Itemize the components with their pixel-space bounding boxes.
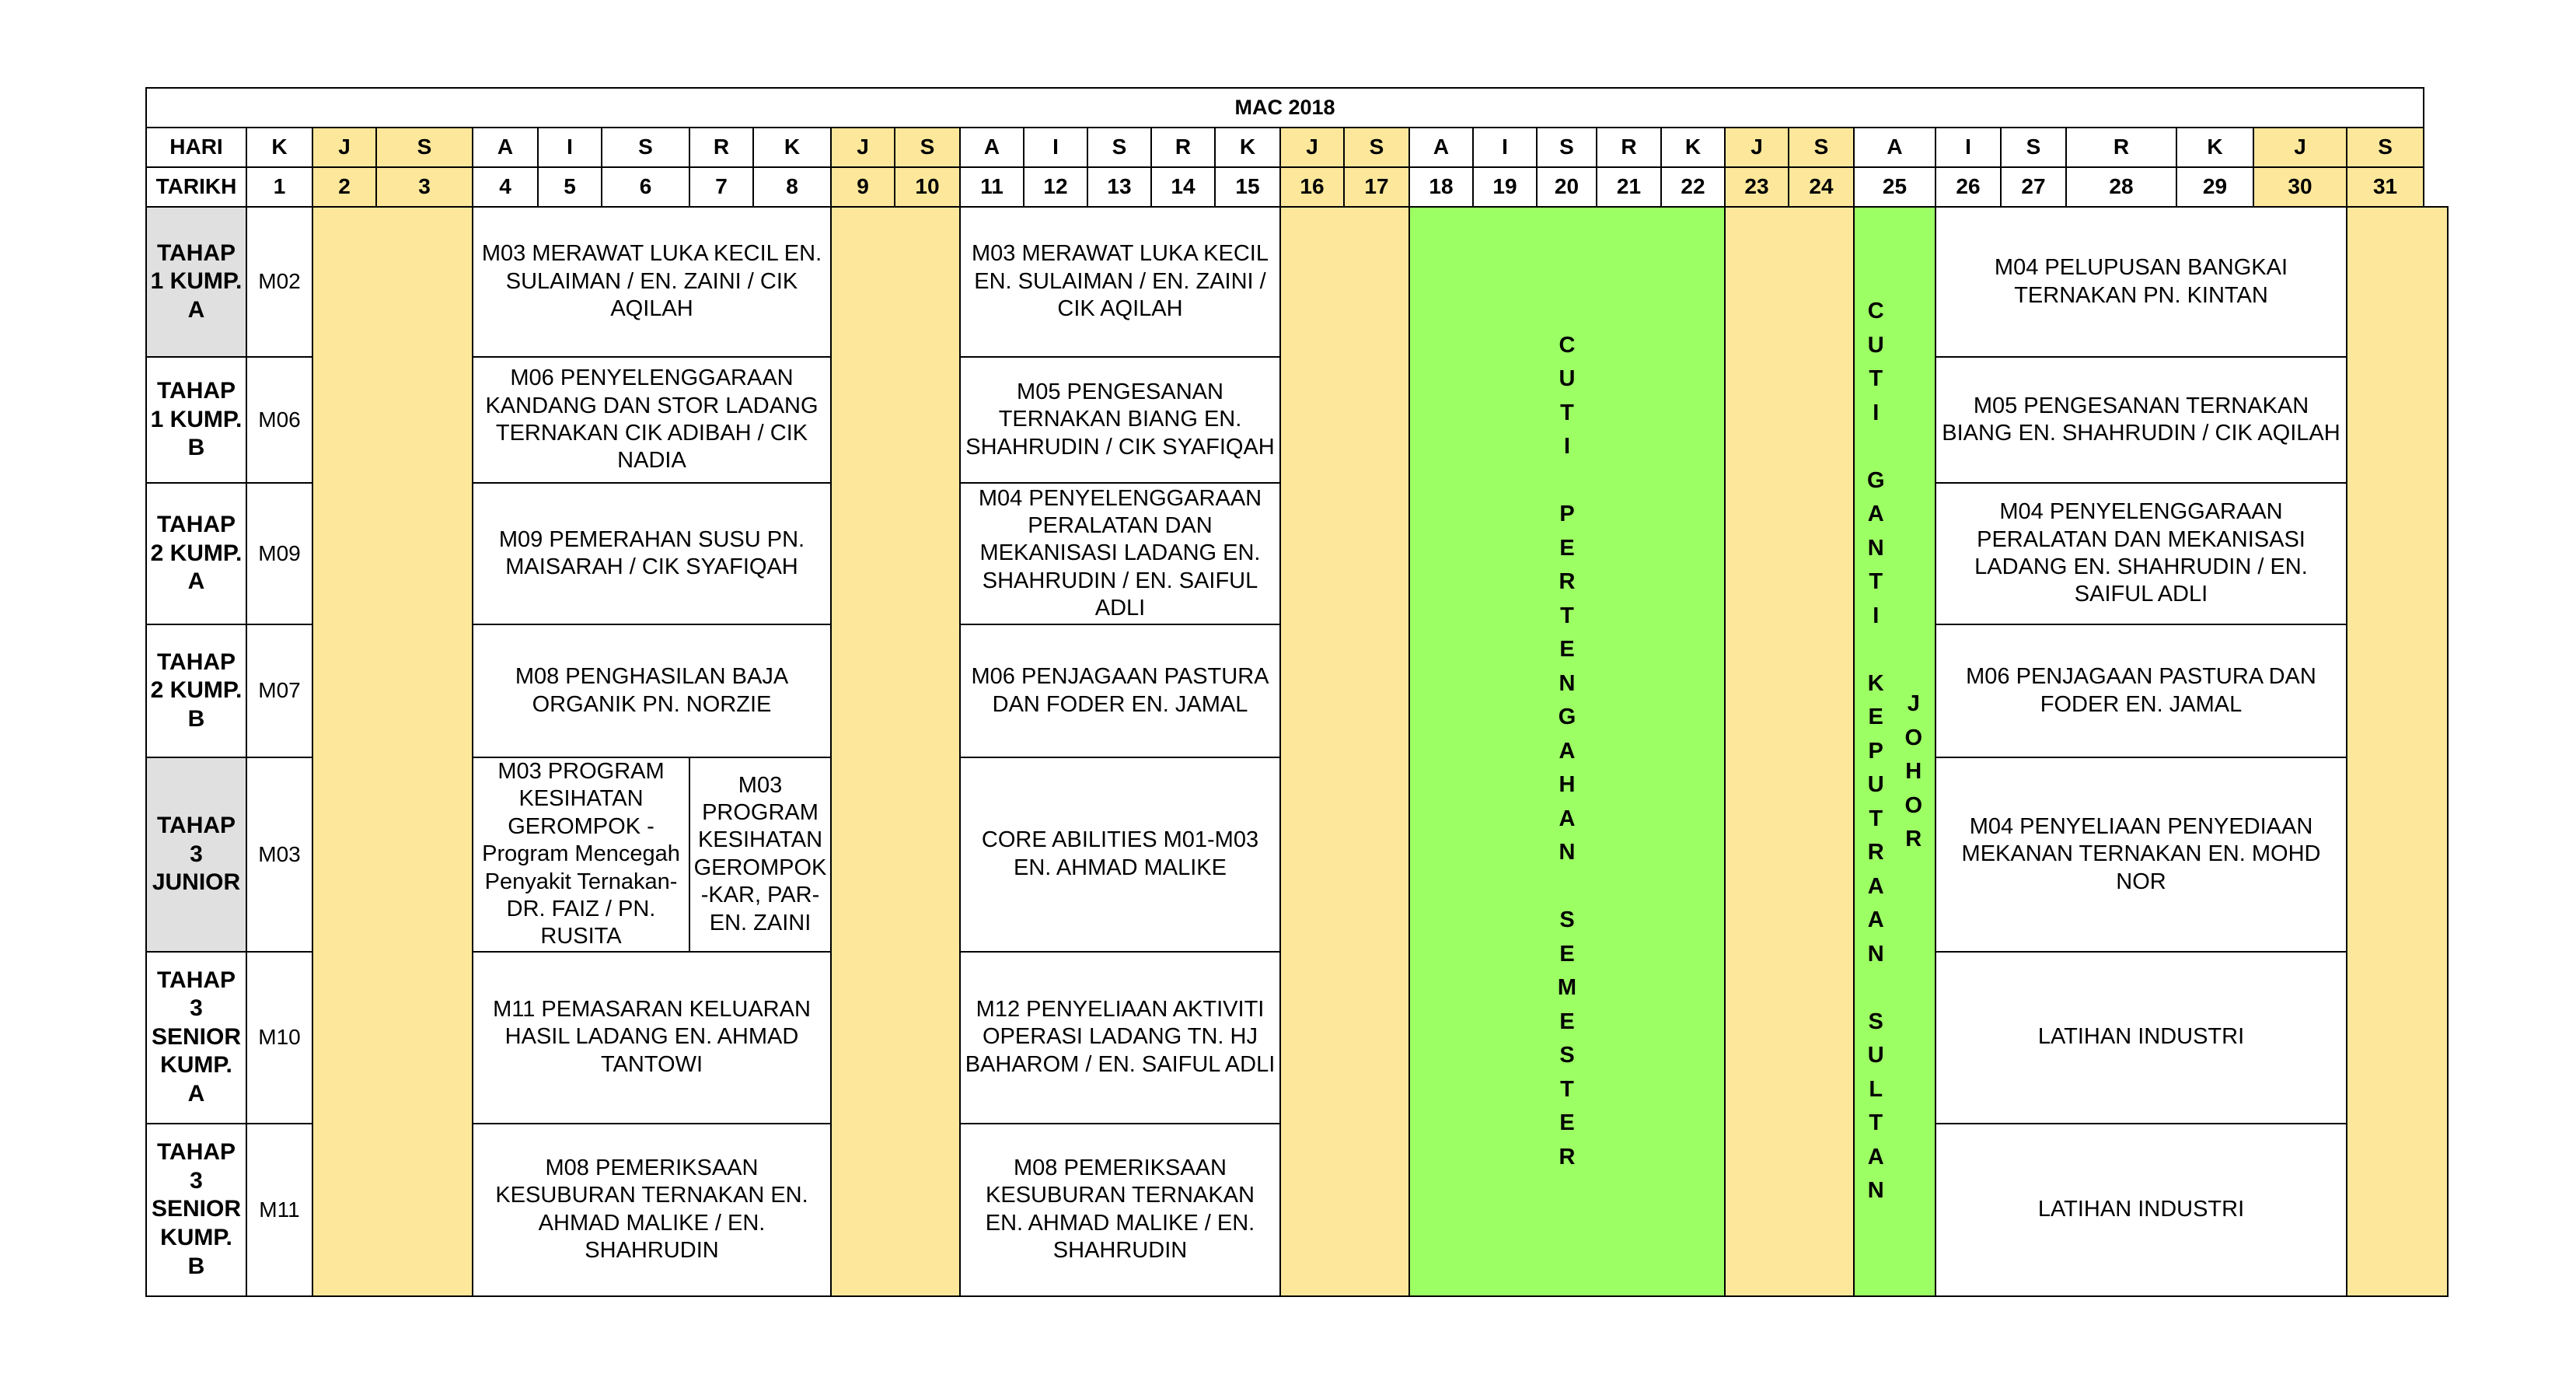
date-cell: 15: [1215, 167, 1280, 207]
date-cell: 16: [1280, 167, 1344, 207]
module-cell: M08 PEMERIKSAAN KESUBURAN TERNAKAN EN. AHMAD MALIKE / EN. SHAHRUDIN: [473, 1124, 831, 1296]
day-name-row: [146, 128, 2448, 167]
date-cell: 10: [895, 167, 960, 207]
date-cell: 26: [1935, 167, 2001, 207]
sultan-holiday-block: [1854, 207, 1935, 1296]
day-cell: K: [753, 128, 831, 167]
date-cell: 25: [1854, 167, 1935, 207]
semester-break-text: C U T I P E R T E N G A H A N S E M E S T E R: [1557, 332, 1577, 1169]
group-code: M09: [246, 483, 312, 624]
month-title: MAC 2018: [146, 88, 2424, 128]
day-cell: K: [1215, 128, 1280, 167]
weekend-block: [1725, 207, 1854, 1296]
day-cell: S: [895, 128, 960, 167]
module-cell: LATIHAN INDUSTRI: [1935, 952, 2347, 1124]
date-cell: 4: [473, 167, 538, 207]
semester-break-block: [1409, 207, 1725, 1296]
day-cell: A: [960, 128, 1024, 167]
module-cell: M03 MERAWAT LUKA KECIL EN. SULAIMAN / EN. ZAINI / CIK AQILAH: [473, 207, 831, 357]
date-cell: 30: [2253, 167, 2347, 207]
day-cell: S: [602, 128, 689, 167]
date-cell: 28: [2066, 167, 2176, 207]
date-cell: 17: [1344, 167, 1409, 207]
group-label: TAHAP 3 SENIOR KUMP. B: [146, 1124, 246, 1296]
day-cell: A: [1854, 128, 1935, 167]
date-cell: 11: [960, 167, 1024, 207]
module-cell: M03 MERAWAT LUKA KECIL EN. SULAIMAN / EN. ZAINI / CIK AQILAH: [960, 207, 1280, 357]
day-cell: S: [1789, 128, 1854, 167]
day-cell: K: [1661, 128, 1725, 167]
title-row: [146, 88, 2448, 128]
module-cell: LATIHAN INDUSTRI: [1935, 1124, 2347, 1296]
weekend-block: [831, 207, 960, 1296]
day-cell: J: [831, 128, 895, 167]
date-cell: 24: [1789, 167, 1854, 207]
date-cell: 14: [1151, 167, 1215, 207]
date-cell: 31: [2347, 167, 2424, 207]
module-cell: M06 PENJAGAAN PASTURA DAN FODER EN. JAMAL: [1935, 624, 2347, 757]
date-cell: 9: [831, 167, 895, 207]
module-cell: M06 PENYELENGGARAAN KANDANG DAN STOR LADANG TERNAKAN CIK ADIBAH / CIK NADIA: [473, 357, 831, 483]
day-cell: K: [246, 128, 312, 167]
module-cell: M06 PENJAGAAN PASTURA DAN FODER EN. JAMAL: [960, 624, 1280, 757]
group-row: [146, 207, 2448, 357]
module-cell: M09 PEMERAHAN SUSU PN. MAISARAH / CIK SYAFIQAH: [473, 483, 831, 624]
day-cell: R: [2066, 128, 2176, 167]
date-cell: 7: [689, 167, 753, 207]
date-cell: 12: [1024, 167, 1087, 207]
day-cell: J: [1280, 128, 1344, 167]
day-cell: R: [689, 128, 753, 167]
date-cell: 1: [246, 167, 312, 207]
module-cell: M03 PROGRAM KESIHATAN GEROMPOK -Program Mencegah Penyakit Ternakan- DR. FAIZ / PN. RUSITA: [473, 757, 689, 952]
date-cell: 6: [602, 167, 689, 207]
date-cell: 21: [1597, 167, 1661, 207]
module-cell: M05 PENGESANAN TERNAKAN BIANG EN. SHAHRUDIN / CIK AQILAH: [1935, 357, 2347, 483]
date-row: [146, 167, 2448, 207]
day-cell: A: [1409, 128, 1473, 167]
date-cell: 13: [1087, 167, 1151, 207]
date-cell: 20: [1537, 167, 1597, 207]
module-cell: M04 PENYELENGGARAAN PERALATAN DAN MEKANISASI LADANG EN. SHAHRUDIN / EN. SAIFUL ADLI: [1935, 483, 2347, 624]
holiday-text: C U T I G A N T I K E P U T R A A N S U L T A N: [1866, 299, 1885, 1204]
group-code: M10: [246, 952, 312, 1124]
date-cell: 22: [1661, 167, 1725, 207]
module-cell: M05 PENGESANAN TERNAKAN BIANG EN. SHAHRUDIN / CIK SYAFIQAH: [960, 357, 1280, 483]
day-cell: S: [2001, 128, 2066, 167]
weekend-block: [2347, 207, 2448, 1296]
module-cell: M04 PELUPUSAN BANGKAI TERNAKAN PN. KINTAN: [1935, 207, 2347, 357]
group-label: TAHAP 2 KUMP. A: [146, 483, 246, 624]
day-cell: S: [2347, 128, 2424, 167]
group-label: TAHAP 1 KUMP. A: [146, 207, 246, 357]
holiday-text-johor: J O H O R: [1904, 691, 1923, 852]
hari-label: HARI: [146, 128, 246, 167]
group-label: TAHAP 3 SENIOR KUMP. A: [146, 952, 246, 1124]
group-label: TAHAP 3 JUNIOR: [146, 757, 246, 952]
date-cell: 5: [538, 167, 602, 207]
day-cell: I: [1024, 128, 1087, 167]
day-cell: A: [473, 128, 538, 167]
module-cell: M04 PENYELENGGARAAN PERALATAN DAN MEKANISASI LADANG EN. SHAHRUDIN / EN. SAIFUL ADLI: [960, 483, 1280, 624]
day-cell: I: [1935, 128, 2001, 167]
group-code: M03: [246, 757, 312, 952]
module-cell: M08 PEMERIKSAAN KESUBURAN TERNAKAN EN. AHMAD MALIKE / EN. SHAHRUDIN: [960, 1124, 1280, 1296]
schedule-table: [145, 87, 2449, 1297]
module-cell: M11 PEMASARAN KELUARAN HASIL LADANG EN. AHMAD TANTOWI: [473, 952, 831, 1124]
day-cell: K: [2176, 128, 2253, 167]
day-cell: S: [1087, 128, 1151, 167]
day-cell: I: [538, 128, 602, 167]
day-cell: J: [2253, 128, 2347, 167]
tarikh-label: TARIKH: [146, 167, 246, 207]
date-cell: 23: [1725, 167, 1789, 207]
day-cell: S: [376, 128, 473, 167]
module-cell: CORE ABILITIES M01-M03 EN. AHMAD MALIKE: [960, 757, 1280, 952]
date-cell: 19: [1473, 167, 1537, 207]
date-cell: 3: [376, 167, 473, 207]
module-cell: M03 PROGRAM KESIHATAN GEROMPOK -KAR, PAR- EN. ZAINI: [689, 757, 831, 952]
day-cell: I: [1473, 128, 1537, 167]
group-code: M07: [246, 624, 312, 757]
group-code: M02: [246, 207, 312, 357]
module-cell: M08 PENGHASILAN BAJA ORGANIK PN. NORZIE: [473, 624, 831, 757]
day-cell: R: [1151, 128, 1215, 167]
day-cell: J: [1725, 128, 1789, 167]
group-label: TAHAP 2 KUMP. B: [146, 624, 246, 757]
group-label: TAHAP 1 KUMP. B: [146, 357, 246, 483]
date-cell: 27: [2001, 167, 2066, 207]
date-cell: 18: [1409, 167, 1473, 207]
weekend-block: [1280, 207, 1409, 1296]
day-cell: S: [1537, 128, 1597, 167]
module-cell: M04 PENYELIAAN PENYEDIAAN MEKANAN TERNAKAN EN. MOHD NOR: [1935, 757, 2347, 952]
day-cell: S: [1344, 128, 1409, 167]
group-code: M06: [246, 357, 312, 483]
day-cell: R: [1597, 128, 1661, 167]
date-cell: 2: [312, 167, 376, 207]
group-code: M11: [246, 1124, 312, 1296]
date-cell: 8: [753, 167, 831, 207]
date-cell: 29: [2176, 167, 2253, 207]
day-cell: J: [312, 128, 376, 167]
module-cell: M12 PENYELIAAN AKTIVITI OPERASI LADANG TN. HJ BAHAROM / EN. SAIFUL ADLI: [960, 952, 1280, 1124]
weekend-block: [312, 207, 473, 1296]
